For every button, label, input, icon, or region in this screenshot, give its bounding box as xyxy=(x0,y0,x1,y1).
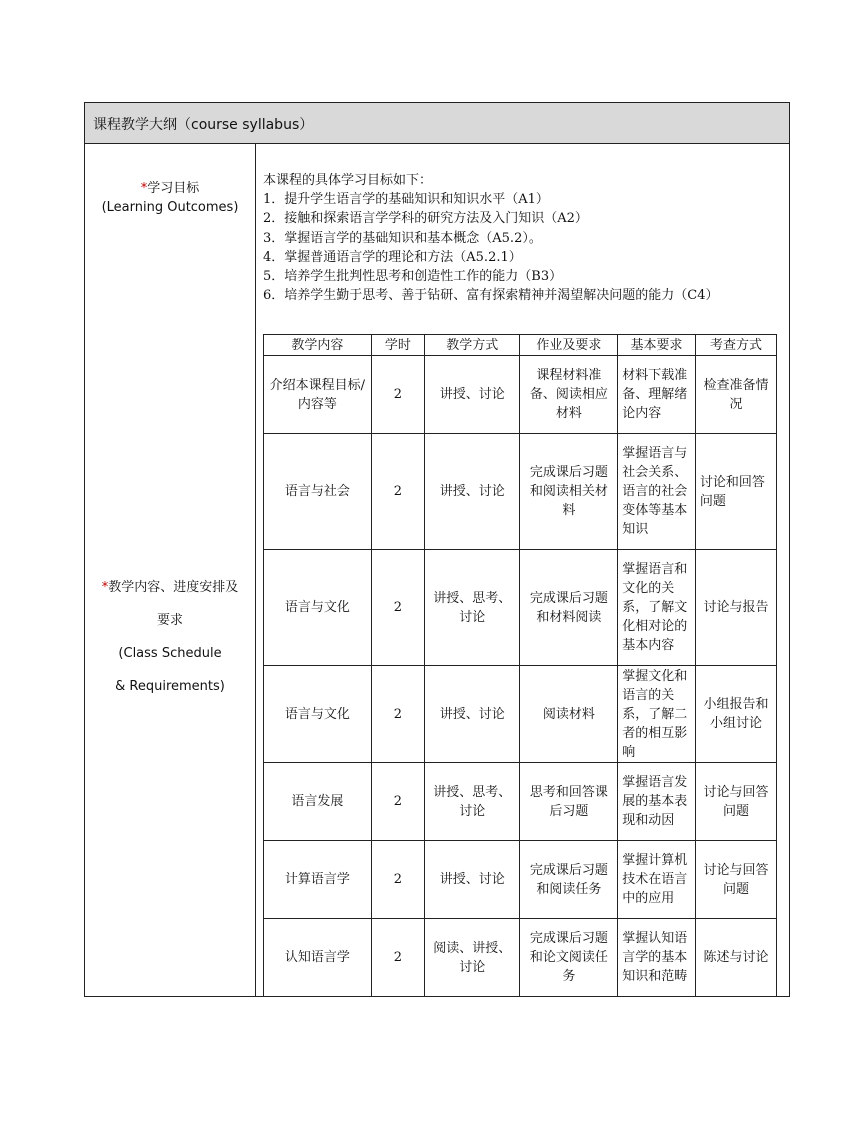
cell-method: 讲授、思考、讨论 xyxy=(425,550,520,666)
cell-hours: 2 xyxy=(371,763,424,841)
learning-outcome-item: 6．培养学生勤于思考、善于钻研、富有探索精神并渴望解决问题的能力（C4） xyxy=(263,288,719,304)
cell-hours: 2 xyxy=(371,550,424,666)
table-row xyxy=(264,666,777,763)
cell-requirement: 掌握语言与社会关系、语言的社会变体等基本知识 xyxy=(618,434,696,550)
table-row xyxy=(264,763,777,841)
cell-assignment: 完成课后习题和材料阅读 xyxy=(520,550,618,666)
cell-hours: 2 xyxy=(371,841,424,919)
column-header-hours: 学时 xyxy=(371,335,424,356)
cell-content: 语言与社会 xyxy=(264,434,372,550)
cell-method: 讲授、讨论 xyxy=(425,841,520,919)
required-marker: * xyxy=(101,580,109,595)
cell-assessment: 检查准备情况 xyxy=(695,356,776,434)
table-row xyxy=(264,841,777,919)
cell-assignment: 完成课后习题和阅读相关材料 xyxy=(520,434,618,550)
column-header-assessment: 考查方式 xyxy=(695,335,776,356)
learning-outcomes-content xyxy=(263,171,783,305)
required-marker: * xyxy=(140,181,148,196)
learning-outcomes-label xyxy=(85,179,255,217)
table-row xyxy=(264,356,777,434)
table-row xyxy=(264,919,777,997)
cell-assessment: 讨论与回答问题 xyxy=(695,841,776,919)
cell-requirement: 掌握语言发展的基本表现和动因 xyxy=(618,763,696,841)
cell-content: 语言与文化 xyxy=(264,666,372,763)
left-label-column xyxy=(85,143,256,996)
table-row xyxy=(264,550,777,666)
schedule-label-cn-1: 教学内容、进度安排及 xyxy=(108,580,239,595)
column-header-assignment: 作业及要求 xyxy=(520,335,618,356)
cell-method: 讲授、讨论 xyxy=(425,666,520,763)
column-header-method: 教学方式 xyxy=(425,335,520,356)
cell-hours: 2 xyxy=(371,356,424,434)
cell-method: 阅读、讲授、讨论 xyxy=(425,919,520,997)
cell-assessment: 陈述与讨论 xyxy=(695,919,776,997)
schedule-header-row xyxy=(264,335,777,356)
schedule-label-en-2: & Requirements) xyxy=(115,679,225,694)
cell-method: 讲授、思考、讨论 xyxy=(425,763,520,841)
cell-assessment: 讨论与回答问题 xyxy=(695,763,776,841)
learning-outcomes-label-en: (Learning Outcomes) xyxy=(101,200,239,215)
table-row xyxy=(264,434,777,550)
column-header-requirement: 基本要求 xyxy=(618,335,696,356)
learning-outcome-item: 2．接触和探索语言学学科的研究方法及入门知识（A2） xyxy=(263,211,588,227)
schedule-label-cn-2: 要求 xyxy=(156,613,183,628)
learning-outcomes-label-cn: 学习目标 xyxy=(147,181,200,196)
learning-outcome-item: 5．培养学生批判性思考和创造性工作的能力（B3） xyxy=(263,269,563,285)
cell-method: 讲授、讨论 xyxy=(425,434,520,550)
schedule-label-en-1: (Class Schedule xyxy=(118,646,222,661)
cell-assignment: 思考和回答课后习题 xyxy=(520,763,618,841)
cell-requirement: 掌握语言和文化的关系，了解文化相对论的基本内容 xyxy=(618,550,696,666)
cell-assignment: 完成课后习题和阅读任务 xyxy=(520,841,618,919)
cell-hours: 2 xyxy=(371,666,424,763)
learning-outcomes-list xyxy=(263,190,783,305)
cell-requirement: 掌握文化和语言的关系，了解二者的相互影响 xyxy=(618,666,696,763)
learning-outcomes-intro: 本课程的具体学习目标如下： xyxy=(263,173,433,188)
cell-assignment: 课程材料准备、阅读相应材料 xyxy=(520,356,618,434)
syllabus-frame xyxy=(84,102,790,997)
cell-assessment: 讨论和回答问题 xyxy=(695,434,776,550)
learning-outcome-item: 1．提升学生语言学的基础知识和知识水平（A1） xyxy=(263,192,549,208)
cell-requirement: 掌握认知语言学的基本知识和范畴 xyxy=(618,919,696,997)
cell-requirement: 掌握计算机技术在语言中的应用 xyxy=(618,841,696,919)
cell-assignment: 完成课后习题和论文阅读任务 xyxy=(520,919,618,997)
cell-content: 认知语言学 xyxy=(264,919,372,997)
cell-content: 语言与文化 xyxy=(264,550,372,666)
cell-assessment: 小组报告和小组讨论 xyxy=(695,666,776,763)
cell-hours: 2 xyxy=(371,919,424,997)
column-header-content: 教学内容 xyxy=(264,335,372,356)
section-header xyxy=(85,103,789,144)
cell-method: 讲授、讨论 xyxy=(425,356,520,434)
cell-content: 计算语言学 xyxy=(264,841,372,919)
schedule-table xyxy=(263,334,777,997)
learning-outcome-item: 3．掌握语言学的基础知识和基本概念（A5.2）。 xyxy=(263,230,542,246)
schedule-label xyxy=(85,571,255,703)
cell-assignment: 阅读材料 xyxy=(520,666,618,763)
cell-requirement: 材料下载准备、理解绪论内容 xyxy=(618,356,696,434)
cell-content: 语言发展 xyxy=(264,763,372,841)
cell-hours: 2 xyxy=(371,434,424,550)
cell-content: 介绍本课程目标/内容等 xyxy=(264,356,372,434)
cell-assessment: 讨论与报告 xyxy=(695,550,776,666)
section-title: 课程教学大纲（course syllabus） xyxy=(93,117,314,133)
learning-outcome-item: 4．掌握普通语言学的理论和方法（A5.2.1） xyxy=(263,249,522,265)
